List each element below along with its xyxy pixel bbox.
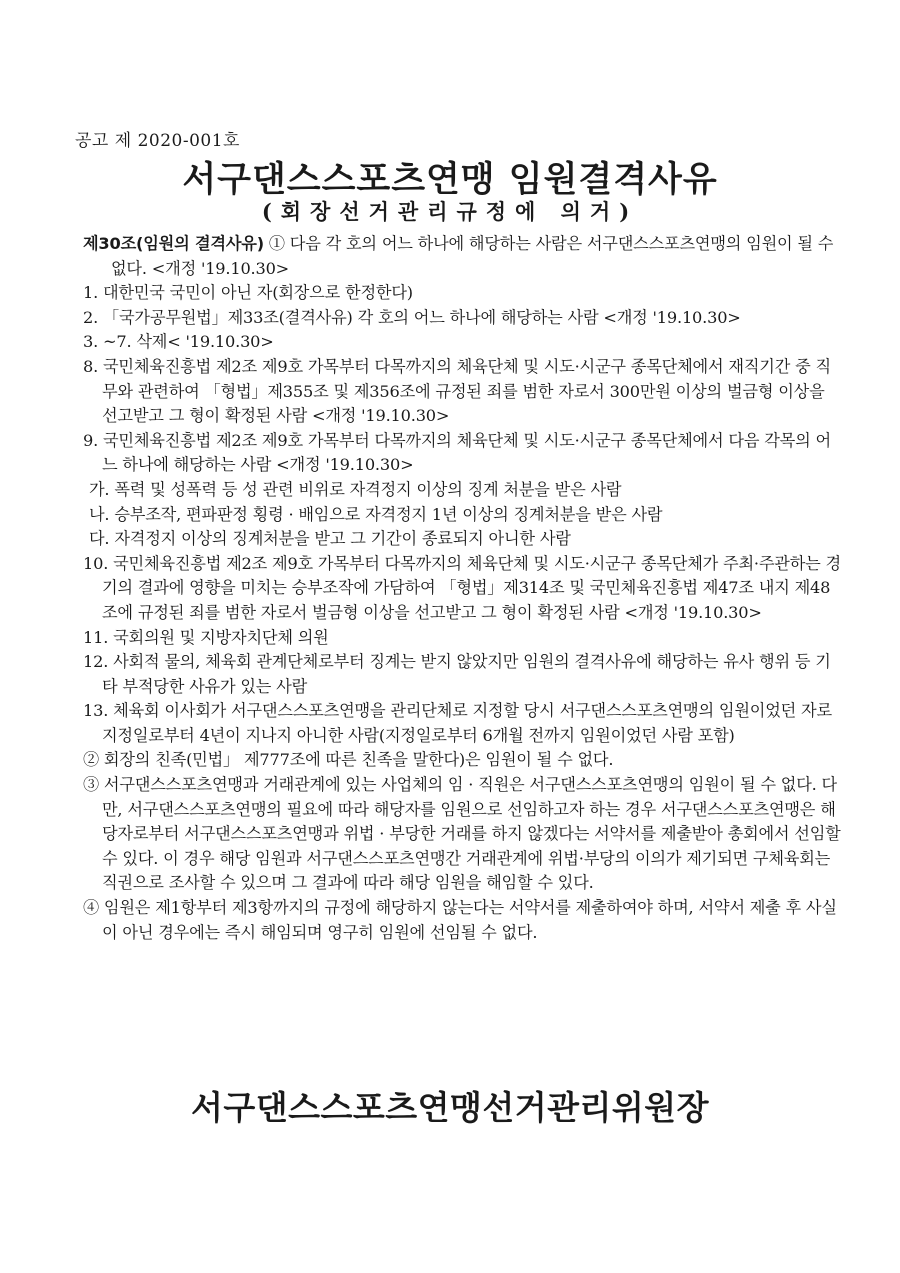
notice-number: 공고 제 2020-001호 [75,131,240,151]
article-intro [83,232,843,281]
document-subtitle: (회장선거관리규정에 의거) [261,199,639,224]
article-clause-4: ④ 임원은 제1항부터 제3항까지의 규정에 해당하지 않는다는 서약서를 제출하여야 하며, 서약서 제출 후 사실이 아닌 경우에는 즉시 해임되며 영구히 임원에 선임될 수 없다. [83,898,837,942]
article-sub-item-da: 다. 자격정지 이상의 징계처분을 받고 그 기간이 종료되지 아니한 사람 [89,529,571,549]
article-body [83,232,843,945]
article-intro-text: ① 다음 각 호의 어느 하나에 해당하는 사람은 서구댄스스포츠연맹의 임원이 될 수 없다. <개정 '19.10.30> [111,234,834,278]
document-title: 서구댄스스포츠연맹 임원결격사유 [182,159,718,200]
committee-signature: 서구댄스스포츠연맹선거관리위원장 [190,1088,710,1127]
article-heading: 제30조(임원의 결격사유) [83,234,264,253]
article-clause-3: ③ 서구댄스스포츠연맹과 거래관계에 있는 사업체의 임 · 직원은 서구댄스스포츠연맹의 임원이 될 수 없다. 다만, 서구댄스스포츠연맹의 필요에 따라 해당자를 임원으로 선임하고자 하는 경우 서구댄스스포츠연맹은 해당자로부터 서구댄스스포츠연맹과 위법 · 부당한 거래를 하지 않겠다는 서약서를 제출받아 총회에서 선임할 수 있다. 이 경우 해당 임원과 서구댄스스포츠연맹간 거래관계에 위법·부당의 이의가 제기되면 구체육회는 직권으로 조사할 수 있으며 그 결과에 따라 해당 임원을 해임할 수 있다. [83,775,841,893]
article-item-8: 8. 국민체육진흥법 제2조 제9호 가목부터 다목까지의 체육단체 및 시도·시군구 종목단체에서 재직기간 중 직무와 관련하여 「형법」제355조 및 제356조에 규정된 죄를 범한 자로서 300만원 이상의 벌금형 이상을 선고받고 그 형이 확정된 사람 <개정 '19.10.30> [83,356,831,426]
article-item-2: 2. 「국가공무원법」제33조(결격사유) 각 호의 어느 하나에 해당하는 사람 <개정 '19.10.30> [83,307,741,327]
article-sub-item-ga: 가. 폭력 및 성폭력 등 성 관련 비위로 자격정지 이상의 징계 처분을 받은 사람 [89,479,622,499]
article-item-9: 9. 국민체육진흥법 제2조 제9호 가목부터 다목까지의 체육단체 및 시도·시군구 종목단체에서 다음 각목의 어느 하나에 해당하는 사람 <개정 '19.10.30> [83,430,831,475]
article-clause-2: ② 회장의 친족(민법」 제777조에 따른 친족을 말한다)은 임원이 될 수 없다. [83,750,614,770]
article-item-1: 1. 대한민국 국민이 아닌 자(회장으로 한정한다) [83,283,413,303]
article-item-10: 10. 국민체육진흥법 제2조 제9호 가목부터 다목까지의 체육단체 및 시도·시군구 종목단체가 주최·주관하는 경기의 결과에 영향을 미치는 승부조작에 가담하여 「형법」제314조 및 국민체육진흥법 제47조 내지 제48조에 규정된 죄를 범한 자로서 벌금형 이상을 선고받고 그 형이 확정된 사람 <개정 '19.10.30> [83,553,841,622]
article-item-12: 12. 사회적 물의, 체육회 관계단체로부터 징계는 받지 않았지만 임원의 결격사유에 해당하는 유사 행위 등 기타 부적당한 사유가 있는 사람 [83,652,831,696]
article-sub-item-na: 나. 승부조작, 편파판정 횡령 · 배임으로 자격정지 1년 이상의 징계처분을 받은 사람 [89,504,663,524]
article-item-11: 11. 국회의원 및 지방자치단체 의원 [83,627,329,647]
article-item-3: 3. ~7. 삭제< '19.10.30> [83,332,274,352]
article-item-13: 13. 체육회 이사회가 서구댄스스포츠연맹을 관리단체로 지정할 당시 서구댄스스포츠연맹의 임원이었던 자로 지정일로부터 4년이 지나지 아니한 사람(지정일로부터 6개월 전까지 임원이었던 사람 포함) [83,701,832,745]
